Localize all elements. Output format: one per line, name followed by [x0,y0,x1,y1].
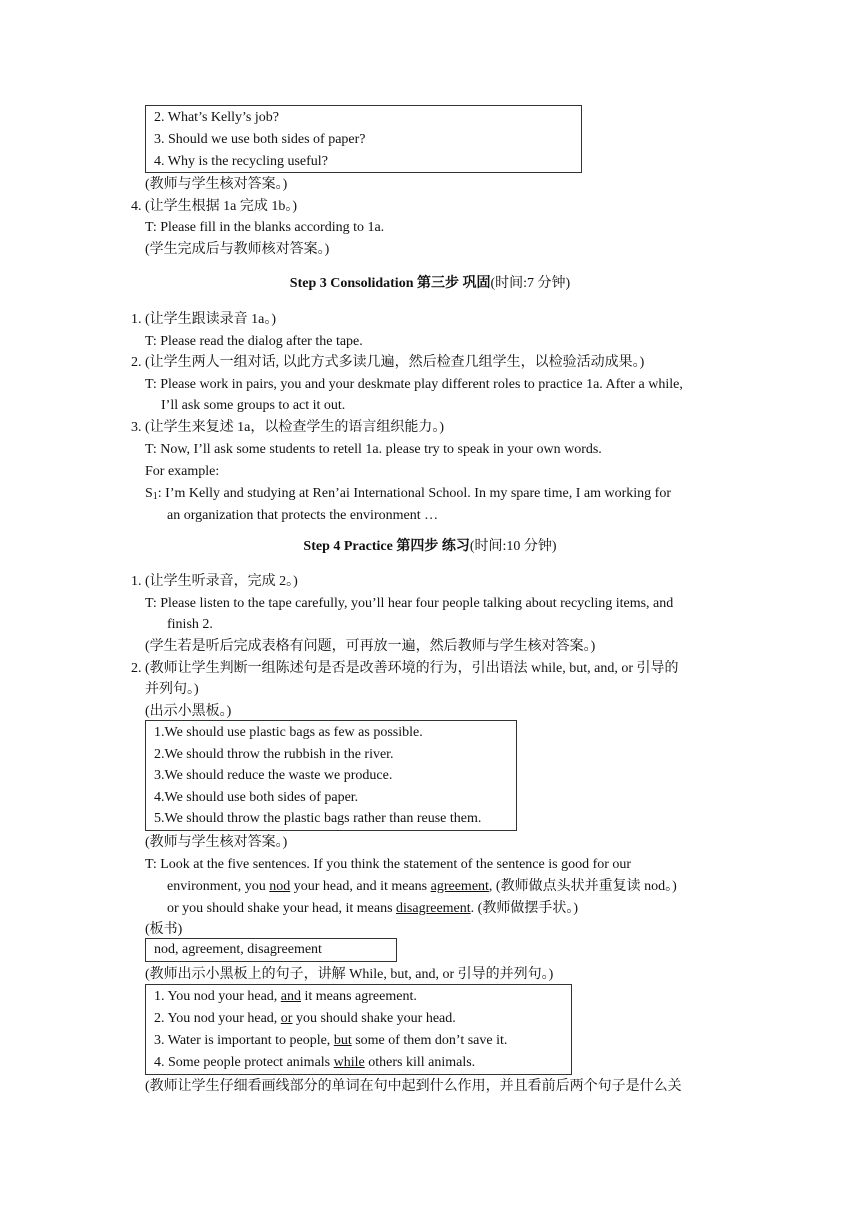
step4-item-1-teacher: T: Please listen to the tape carefully, you’ll hear four people talking about recycling items, and [145,596,674,611]
step3-student-line: $S_1$: I’m Kelly and studying at Ren’ai International School. In my spare time, I am working for [145,486,672,502]
conj-while: while [333,1055,365,1070]
sentence-4: 4.We should use both sides of paper. [154,790,359,805]
step3-student-text: : I’m Kelly and studying at Ren’ai International School. In my spare time, I am working for [157,486,672,501]
step4-item-2-cont: 并列句。) [145,682,199,697]
step4-heading [0,536,860,558]
step2-item-4-teacher: T: Please fill in the blanks according to 1a. [145,220,385,235]
step3-time: (时间:7 分钟) [490,276,571,291]
vocabulary-words: nod, agreement, disagreement [154,942,322,957]
step3-item-2-teacher-cont: I’ll ask some groups to act it out. [161,398,346,413]
step3-item-1: 1. (让学生跟读录音 1a。) [131,312,277,327]
step2-item-4-note: (学生完成后与教师核对答案。) [145,242,330,257]
step4-item-1-note: (学生若是听后完成表格有问题，可再放一遍，然后教师与学生核对答案。) [145,639,596,654]
board-writing-label: (板书) [145,922,183,937]
sentence-5: 5.We should throw the plastic bags rather than reuse them. [154,811,482,826]
conj-and: and [280,989,301,1004]
question-4: 4. Why is the recycling useful? [154,154,328,169]
sentence-1: 1.We should use plastic bags as few as possible. [154,725,423,740]
step3-heading [0,273,860,295]
word-nod: nod [269,879,291,894]
step4-title: Step 4 Practice 第四步 练习 [303,539,470,554]
step4-blackboard-note: (出示小黑板。) [145,704,232,719]
teacher-instruction-line-3: or you should shake your head, it means disagreement. (教师做摆手状。) [167,901,578,916]
conj-but: but [333,1033,352,1048]
final-note: (教师让学生仔细看画线部分的单词在句中起到什么作用，并且看前后两个句子是什么关 [145,1079,682,1094]
step3-item-2-teacher: T: Please work in pairs, you and your deskmate play different roles to practice 1a. After a while, [145,377,683,392]
grammar-sentence-4: 4. Some people protect animals while others kill animals. [154,1055,476,1070]
vocabulary-box [145,938,397,962]
step3-item-3: 3. (让学生来复述 1a，以检查学生的语言组织能力。) [131,420,445,435]
subscript-1: 1 [152,491,158,502]
word-disagreement: disagreement [396,901,471,916]
step3-item-1-teacher: T: Please read the dialog after the tape. [145,334,363,349]
grammar-sentence-2: 2. You nod your head, or you should shake your head. [154,1011,456,1026]
note-check-answers: (教师与学生核对答案。) [145,177,288,192]
sentence-2: 2.We should throw the rubbish in the river. [154,747,394,762]
question-box [145,105,582,173]
grammar-sentence-1: 1. You nod your head, and it means agreement. [154,989,417,1004]
step4-item-1: 1. (让学生听录音，完成 2。) [131,574,298,589]
step3-student-line-cont: an organization that protects the environment … [167,508,439,523]
word-agreement: agreement [430,879,489,894]
conj-or: or [280,1011,293,1026]
step4-time: (时间:10 分钟) [469,539,557,554]
question-3: 3. Should we use both sides of paper? [154,132,366,147]
grammar-sentence-3: 3. Water is important to people, but some of them don’t save it. [154,1033,508,1048]
step3-example-label: For example: [145,464,220,479]
sentence-3: 3.We should reduce the waste we produce. [154,768,393,783]
step2-item-4: 4. (让学生根据 1a 完成 1b。) [131,199,298,214]
sentences-box [145,720,517,831]
question-2: 2. What’s Kelly’s job? [154,110,279,125]
grammar-intro-note: (教师出示小黑板上的句子，讲解 While, but, and, or 引导的并列句。) [145,967,554,982]
note-check-answers-2: (教师与学生核对答案。) [145,835,288,850]
teacher-instruction-line-2: environment, you nod your head, and it means agreement, (教师做点头状并重复读 nod。) [167,879,677,894]
step4-item-2: 2. (教师让学生判断一组陈述句是否是改善环境的行为，引出语法 while, but, and, or 引导的 [131,661,679,676]
teacher-instruction-line-1: T: Look at the five sentences. If you think the statement of the sentence is good for our [145,857,632,872]
step4-item-1-teacher-cont: finish 2. [167,617,213,632]
step3-item-3-teacher: T: Now, I’ll ask some students to retell 1a. please try to speak in your own words. [145,442,602,457]
step3-title: Step 3 Consolidation 第三步 巩固 [289,276,491,291]
step3-item-2: 2. (让学生两人一组对话, 以此方式多读几遍，然后检查几组学生，以检验活动成果。) [131,355,645,370]
grammar-box [145,984,572,1075]
